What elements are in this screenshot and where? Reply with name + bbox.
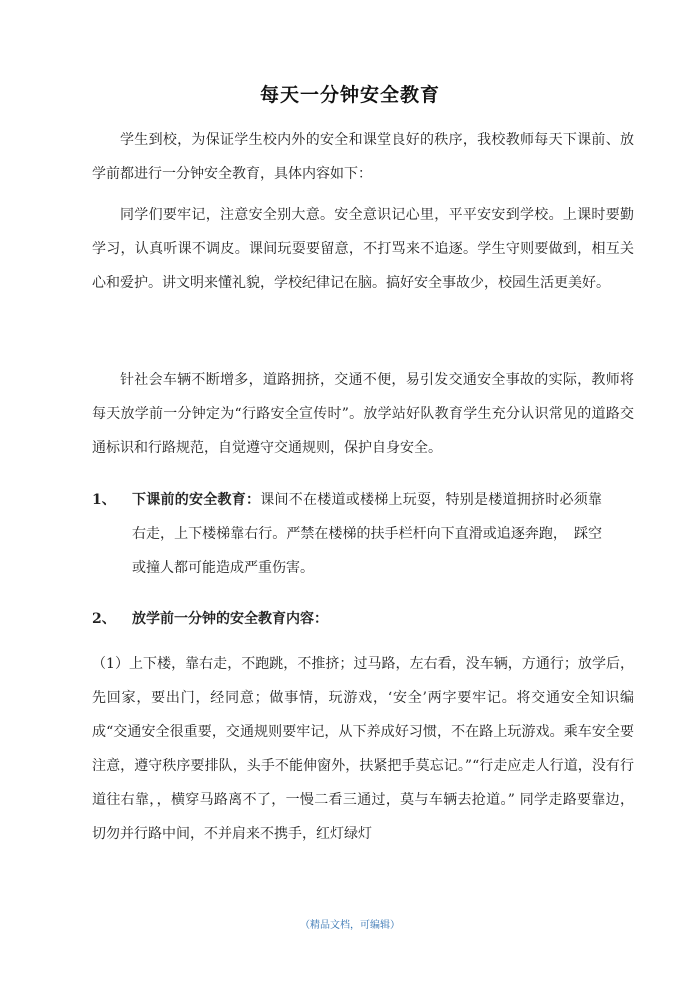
list-item-number: 2、 — [92, 611, 116, 627]
list-item-text: 课间不在楼道或楼梯上玩耍，特别是楼道拥挤时必须靠右走，上下楼梯靠右行。严禁在楼梯的扶手栏杆向下直滑或追逐奔跑， 踩空或撞人都可能造成严重伤害。 — [132, 492, 602, 576]
list-item-body — [132, 483, 602, 585]
list-item-body — [132, 602, 602, 636]
list-item-heading: 下课前的安全教育： — [132, 492, 261, 508]
page-footer: （精品文档，可编辑） — [300, 920, 400, 931]
rhyme-paragraph: 同学们要牢记，注意安全别大意。安全意识记心里，平平安安到学校。上课时要勤学习，认真听课不调皮。课间玩耍要留意，不打骂来不追逐。学生守则要做到，相互关心和爱护。讲文明来懂礼貌，学校纪律记在脑。搞好安全事故少，校园生活更美好。 — [92, 207, 634, 291]
list-item-number: 1、 — [92, 492, 116, 508]
document-title: 每天一分钟安全教育 — [259, 84, 440, 106]
list-item-heading: 放学前一分钟的安全教育内容： — [132, 611, 328, 627]
sub-paragraph-1: （1）上下楼，靠右走，不跑跳，不推挤；过马路，左右看，没车辆，方通行；放学后，先回家，要出门，经同意；做事情，玩游戏，‘安全’两字要牢记。将交通安全知识编成“交通安全很重要，交通规则要牢记，从下养成好习惯，不在路上玩游戏。乘车安全要注意，遵守秩序要排队，头手不能伸窗外，扶紧把手莫忘记。”“行走应走人行道，没有行道往右靠，，横穿马路离不了，一慢二看三通过，莫与车辆去抢道。” 同学走路要靠边，切勿并行路中间，不并肩来不携手，红灯绿灯 — [92, 656, 634, 842]
intro-paragraph: 学生到校，为保证学生校内外的安全和课堂良好的秩序，我校教师每天下课前、放学前都进行一分钟安全教育，具体内容如下： — [92, 132, 634, 182]
traffic-paragraph: 针社会车辆不断增多，道路拥挤，交通不便，易引发交通安全事故的实际，教师将每天放学前一分钟定为“行路安全宣传时”。放学站好队教育学生充分认识常见的道路交通标识和行路规范，自觉遵守交通规则，保护自身安全。 — [92, 372, 634, 456]
